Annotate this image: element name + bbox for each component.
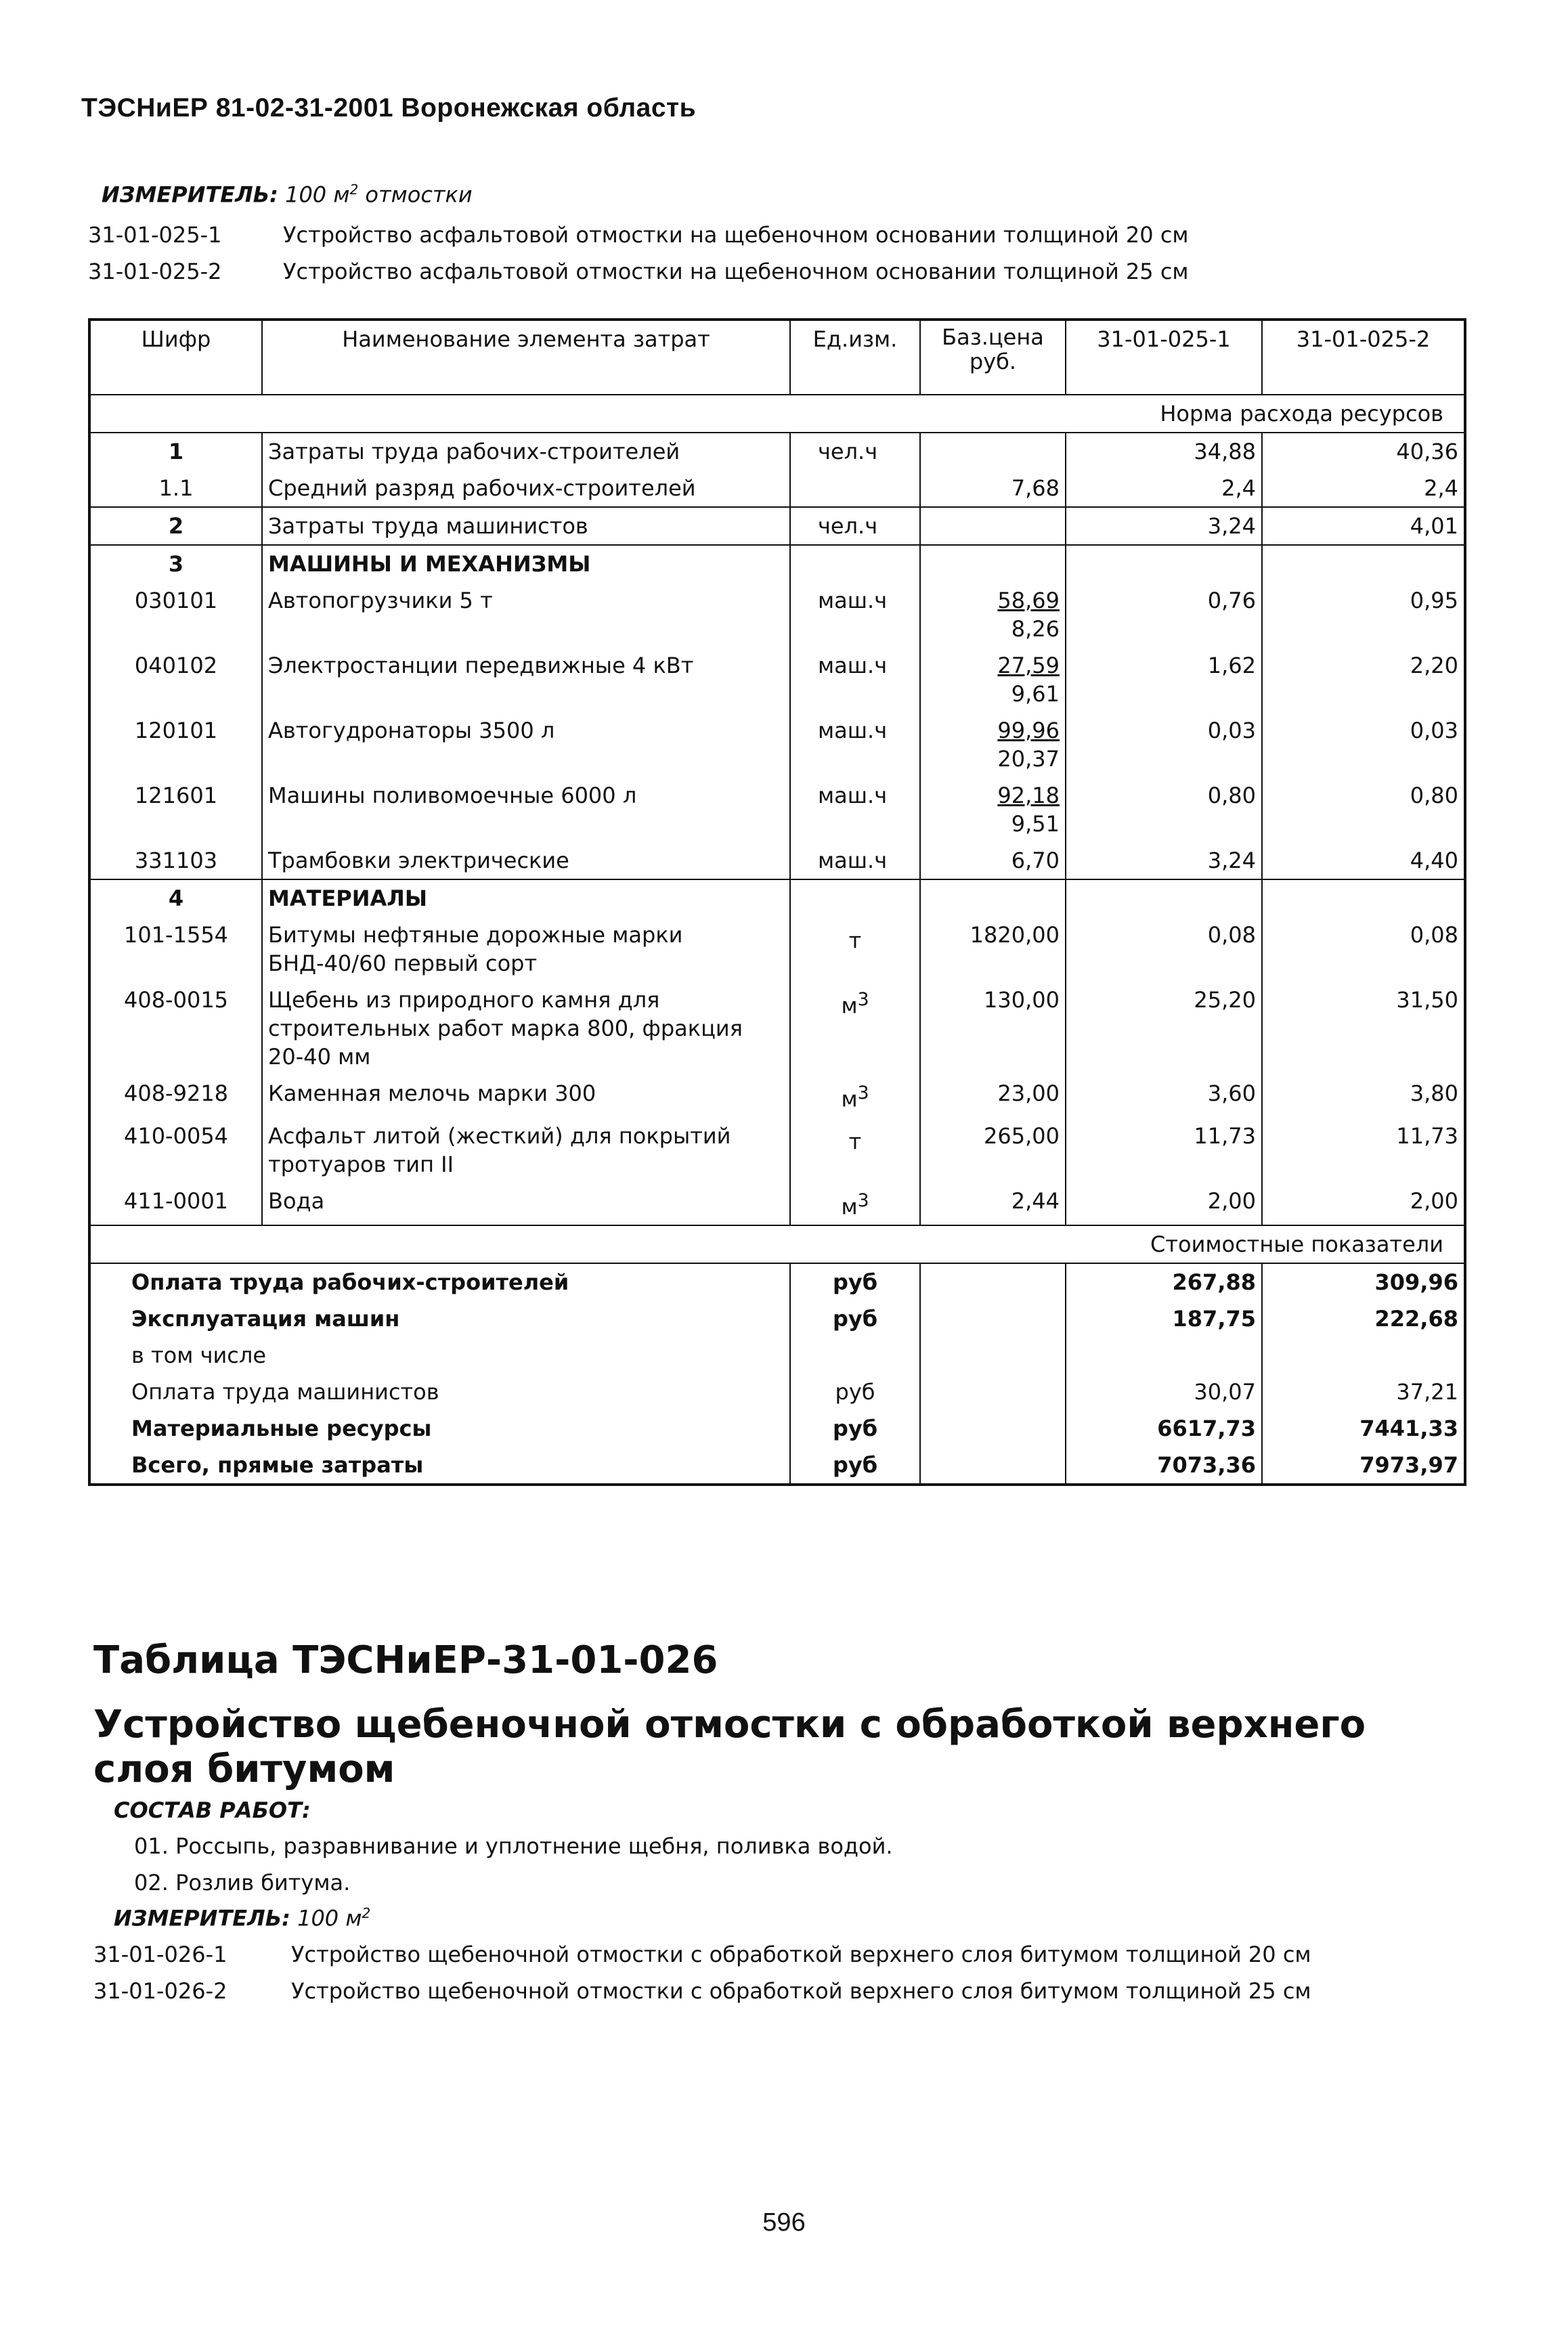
cost-v1: 7073,36 [1066,1447,1262,1485]
section-row [89,545,1465,582]
table-row [89,712,1465,777]
row-unit: маш.ч [790,582,920,647]
row-name: Автогудронаторы 3500 л [262,712,790,777]
row-v1: 11,73 [1066,1118,1262,1183]
row-unit: $м^3$ [790,1075,920,1118]
row-v2: 4,40 [1262,842,1465,879]
cost-row [89,1374,1465,1410]
cost-row [89,1337,1465,1374]
row-price [920,433,1066,470]
row-unit: чел.ч [790,433,920,470]
row-price: 265,00 [920,1118,1066,1183]
item-code: 31-01-025-1 [88,222,222,248]
item-desc: Устройство асфальтовой отмостки на щебеночном основании толщиной 25 см [283,259,1189,284]
row-v1: 2,4 [1066,470,1262,507]
item-desc: Устройство щебеночной отмостки с обработкой верхнего слоя битумом толщиной 25 см [291,1978,1311,2004]
row-name: Средний разряд рабочих-строителей [262,470,790,507]
page-number: 596 [762,2208,806,2237]
table-row [89,507,1465,545]
row-v2: 0,08 [1262,917,1465,982]
item-desc: Устройство щебеночной отмостки с обработкой верхнего слоя битумом толщиной 20 см [291,1942,1311,1967]
table-row [89,1183,1465,1226]
item-code: 31-01-026-1 [93,1942,227,1967]
work-item: 02. Розлив битума. [134,1870,351,1896]
cost-row [89,1263,1465,1300]
section-code: 3 [89,545,262,582]
row-unit: $м^3$ [790,1183,920,1226]
row-price: 7,68 [920,470,1066,507]
work-item: 01. Россыпь, разравнивание и уплотнение щебня, поливка водой. [134,1833,893,1859]
measure-label: ИЗМЕРИТЕЛЬ: [102,181,278,208]
row-price-main: 58,69 [997,588,1060,613]
header-name: Наименование элемента затрат [262,320,790,395]
resource-table [88,318,1466,1486]
cost-v1: 6617,73 [1066,1410,1262,1447]
table-row [89,917,1465,982]
row-v1: 0,08 [1066,917,1262,982]
measure-sup: 2 [362,1905,371,1921]
next-table-title: Таблица ТЭСНиЕР-31-01-026 [93,1638,718,1682]
row-code: 1.1 [158,475,194,501]
row-price: 6,70 [920,842,1066,879]
section-name: МАТЕРИАЛЫ [262,879,790,917]
row-code: 030101 [134,588,218,613]
cost-label: Всего, прямые затраты [131,1452,424,1479]
row-name: Автопогрузчики 5 т [262,582,790,647]
row-code: 331103 [134,848,218,873]
row-name: Затраты труда машинистов [262,507,790,545]
row-name: Затраты труда рабочих-строителей [262,433,790,470]
table-row [89,777,1465,842]
row-name: Каменная мелочь марки 300 [262,1075,790,1118]
row-price-main: 27,59 [997,653,1060,678]
cost-v1 [1066,1337,1262,1374]
row-price-wage: 9,61 [1011,681,1060,707]
row-v1: 3,60 [1066,1075,1262,1118]
row-v2: 2,4 [1262,470,1465,507]
row-v2: 2,00 [1262,1183,1465,1226]
measure-label: ИЗМЕРИТЕЛЬ: [114,1905,290,1931]
cost-label: в том числе [131,1342,266,1369]
header-col2: 31-01-025-2 [1262,320,1465,395]
header-code: Шифр [89,320,262,395]
cost-unit [790,1337,920,1374]
norm-caption: Норма расхода ресурсов [89,395,1465,433]
section-code: 4 [89,879,262,917]
row-code: 410-0054 [123,1122,229,1149]
row-price-main: 99,96 [997,718,1060,743]
row-name: Электростанции передвижные 4 кВт [262,647,790,712]
row-code: 040102 [134,653,218,678]
row-code: 120101 [134,718,218,743]
norm-caption-row [89,395,1465,433]
row-code: 1 [168,439,184,464]
header-col1: 31-01-025-1 [1066,320,1262,395]
cost-unit: руб [790,1300,920,1337]
row-unit: чел.ч [790,507,920,545]
table-row [89,1075,1465,1118]
cost-row [89,1410,1465,1447]
works-label: СОСТАВ РАБОТ: [114,1797,311,1823]
row-name: Трамбовки электрические [262,842,790,879]
row-unit: маш.ч [790,712,920,777]
row-price [920,712,1066,777]
cost-row [89,1447,1465,1485]
cost-v2: 222,68 [1262,1300,1465,1337]
row-price [920,647,1066,712]
cost-v2: 309,96 [1262,1263,1465,1300]
row-name: Машины поливомоечные 6000 л [262,777,790,842]
cost-unit: руб [790,1447,920,1485]
row-name: Битумы нефтяные дорожные марки БНД-40/60 первый сорт [262,917,790,982]
row-unit: маш.ч [790,842,920,879]
next-measure-line [114,1905,370,1931]
row-name: Асфальт литой (жесткий) для покрытий тротуаров тип II [262,1118,790,1183]
table-header-row [89,320,1465,395]
cost-label: Эксплуатация машин [131,1306,400,1332]
row-name: Щебень из природного камня для строительных работ марка 800, фракция 20-40 мм [262,982,790,1075]
row-price [920,777,1066,842]
cost-v1: 187,75 [1066,1300,1262,1337]
cost-v2 [1262,1337,1465,1374]
row-code: 408-9218 [123,1080,229,1106]
table-row [89,470,1465,507]
row-v1: 0,76 [1066,582,1262,647]
table-row [89,842,1465,879]
cost-unit: руб [790,1263,920,1300]
cost-v2: 7441,33 [1262,1410,1465,1447]
row-price: 2,44 [920,1183,1066,1226]
header-price-line1: Баз.цена [942,324,1044,350]
next-table-subtitle: Устройство щебеночной отмостки с обработкой верхнего слоя битумом [93,1703,1366,1791]
cost-v1: 267,88 [1066,1263,1262,1300]
row-v2: 0,80 [1262,777,1465,842]
row-v2: 40,36 [1262,433,1465,470]
measure-value: 100 м [285,181,350,208]
row-price [920,582,1066,647]
row-price-main: 92,18 [997,783,1060,808]
row-price: 1820,00 [920,917,1066,982]
row-price-wage: 9,51 [1011,811,1060,837]
measure-suffix: отмостки [358,181,473,208]
cost-unit: руб [790,1374,920,1410]
row-unit [790,470,920,507]
section-name: МАШИНЫ И МЕХАНИЗМЫ [262,545,790,582]
row-code: 121601 [134,783,218,808]
measure-sup: 2 [349,181,359,198]
row-v2: 11,73 [1262,1118,1465,1183]
row-v1: 0,80 [1066,777,1262,842]
row-v1: 0,03 [1066,712,1262,777]
row-code: 408-0015 [123,987,229,1013]
row-price: 130,00 [920,982,1066,1075]
table-row [89,582,1465,647]
item-code: 31-01-026-2 [93,1978,227,2004]
item-desc: Устройство асфальтовой отмостки на щебеночном основании толщиной 20 см [283,222,1189,248]
cost-unit: руб [790,1410,920,1447]
row-v2: 2,20 [1262,647,1465,712]
table-row [89,647,1465,712]
header-unit: Ед.изм. [790,320,920,395]
row-code: 101-1554 [123,922,229,948]
row-v2: 0,03 [1262,712,1465,777]
row-unit: маш.ч [790,647,920,712]
row-v1: 2,00 [1066,1183,1262,1226]
row-v2: 3,80 [1262,1075,1465,1118]
row-v1: 3,24 [1066,507,1262,545]
cost-v1: 30,07 [1066,1374,1262,1410]
cost-v2: 37,21 [1262,1374,1465,1410]
row-v1: 1,62 [1066,647,1262,712]
row-unit: т [790,1118,920,1183]
cost-label: Оплата труда рабочих-строителей [131,1269,569,1296]
row-v2: 0,95 [1262,582,1465,647]
item-code: 31-01-025-2 [88,259,222,284]
header-price-line2: руб. [969,349,1017,374]
table-row [89,433,1465,470]
row-v1: 25,20 [1066,982,1262,1075]
cost-row [89,1300,1465,1337]
row-code: 2 [89,507,262,545]
row-unit: т [790,917,920,982]
row-unit: $м^3$ [790,982,920,1075]
section-row [89,879,1465,917]
cost-v2: 7973,97 [1262,1447,1465,1485]
table-row [89,1118,1465,1183]
row-v2: 31,50 [1262,982,1465,1075]
row-price: 23,00 [920,1075,1066,1118]
row-unit: маш.ч [790,777,920,842]
row-price [920,507,1066,545]
cost-label: Материальные ресурсы [131,1416,432,1442]
measure-value: 100 м [297,1905,362,1931]
row-v1: 3,24 [1066,842,1262,879]
row-name: Вода [262,1183,790,1226]
row-code: 411-0001 [123,1187,229,1214]
row-price-wage: 8,26 [1011,616,1060,642]
measure-line [102,181,473,208]
cost-label: Оплата труда машинистов [131,1379,439,1405]
row-v2: 4,01 [1262,507,1465,545]
row-price-wage: 20,37 [997,746,1060,772]
header-price [920,320,1066,395]
cost-caption: Стоимостные показатели [89,1225,1465,1263]
row-v1: 34,88 [1066,433,1262,470]
cost-caption-row [89,1225,1465,1263]
page-header: ТЭСНиЕР 81-02-31-2001 Воронежская область [81,93,697,123]
table-row [89,982,1465,1075]
